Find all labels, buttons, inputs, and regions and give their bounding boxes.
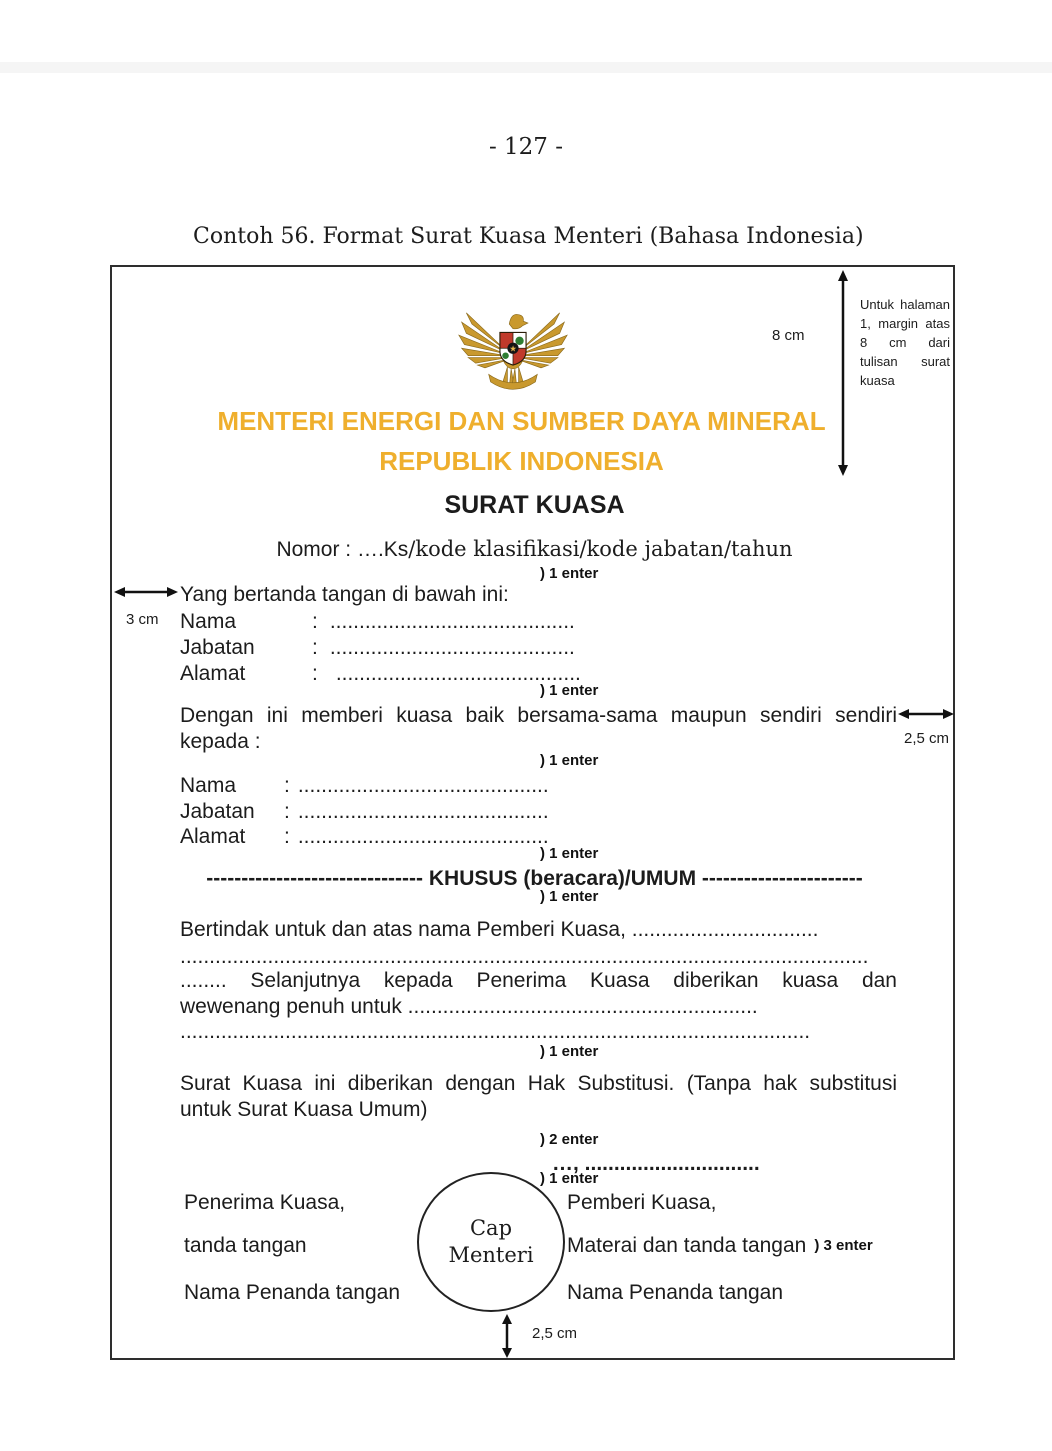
garuda-pancasila-icon: [457, 301, 569, 403]
grantor-row-jabatan: Jabatan : ..........................................: [180, 636, 575, 659]
date-place-line: …, ..............................: [552, 1152, 760, 1175]
top-margin-label: 8 cm: [772, 327, 805, 344]
grant-clause-line1: Dengan ini memberi kuasa baik bersama-sama maupun sendiri sendiri: [180, 704, 897, 727]
enter-marker: ) 1 enter: [540, 845, 599, 862]
letterhead-republic-line: REPUBLIK INDONESIA: [379, 446, 664, 476]
grantee-row-nama: Nama : ...........................................: [180, 774, 549, 797]
body-line2: ......................................................................................................................: [180, 945, 869, 968]
substitution-line1: Surat Kuasa ini diberikan dengan Hak Substitusi. (Tanpa hak substitusi: [180, 1072, 897, 1095]
left-margin-label: 3 cm: [126, 611, 159, 628]
enter-marker: ) 1 enter: [540, 1043, 599, 1060]
bottom-margin-arrow-icon: [499, 1314, 515, 1358]
grantor-row-nama: Nama : ..........................................: [180, 610, 575, 633]
signature-right-role: Pemberi Kuasa,: [567, 1191, 717, 1214]
letterhead-ministry-line: MENTERI ENERGI DAN SUMBER DAYA MINERAL: [217, 406, 826, 436]
stamp-line2: Menteri: [448, 1243, 534, 1267]
left-margin-arrow-icon: [114, 585, 178, 599]
grantor-row-alamat: Alamat : ..........................................: [180, 662, 581, 685]
signature-right-action-row: Materai dan tanda tangan ) 3 enter: [567, 1234, 873, 1257]
substitution-line2: untuk Surat Kuasa Umum): [180, 1098, 428, 1121]
body-line1: Bertindak untuk dan atas nama Pemberi Kuasa, ................................: [180, 918, 819, 941]
signature-left-name: Nama Penanda tangan: [184, 1281, 400, 1304]
figure-caption: Contoh 56. Format Surat Kuasa Menteri (Bahasa Indonesia): [193, 224, 864, 249]
surat-kuasa-template-frame: [110, 265, 955, 1360]
enter-marker: ) 1 enter: [540, 1170, 599, 1187]
signature-right-name: Nama Penanda tangan: [567, 1281, 783, 1304]
page-number: - 127 -: [488, 134, 564, 160]
enter-marker: ) 1 enter: [540, 888, 599, 905]
enter-marker: ) 3 enter: [814, 1237, 873, 1254]
stamp-line1: Cap: [469, 1216, 513, 1240]
bottom-margin-label: 2,5 cm: [532, 1325, 578, 1342]
signature-left-action: tanda tangan: [184, 1234, 307, 1257]
right-margin-arrow-icon: [898, 707, 954, 721]
page-top-strip: [0, 62, 1052, 73]
body-line5: ............................................................................................................: [180, 1020, 811, 1043]
svg-text:★: ★: [509, 343, 517, 354]
grantee-row-alamat: Alamat : ...........................................: [180, 825, 549, 848]
right-margin-label: 2,5 cm: [904, 730, 950, 747]
body-line3: ........ Selanjutnya kepada Penerima Kuasa diberikan kuasa dan: [180, 969, 897, 992]
signature-left-role: Penerima Kuasa,: [184, 1191, 346, 1214]
opening-line: Yang bertanda tangan di bawah ini:: [180, 583, 509, 606]
minister-stamp-circle: [417, 1172, 565, 1312]
enter-marker: ) 2 enter: [540, 1131, 599, 1148]
grant-clause-line2: kepada :: [180, 730, 261, 753]
nomor-prefix: Nomor : ….Ks: [276, 538, 409, 561]
body-line4: wewenang penuh untuk ............................................................: [180, 995, 758, 1018]
enter-marker: ) 1 enter: [540, 565, 599, 582]
enter-marker: ) 1 enter: [540, 752, 599, 769]
nomor-suffix: /kode klasifikasi/kode jabatan/tahun: [408, 537, 793, 561]
khusus-umum-line: ------------------------------- KHUSUS (beracara)/UMUM -----------------------: [206, 867, 863, 890]
enter-marker: ) 1 enter: [540, 682, 599, 699]
document-title: SURAT KUASA: [444, 491, 625, 519]
top-margin-note: Untuk halaman 1, margin atas 8 cm dari tulisan surat kuasa: [860, 297, 950, 388]
grantee-row-jabatan: Jabatan : ...........................................: [180, 800, 549, 823]
